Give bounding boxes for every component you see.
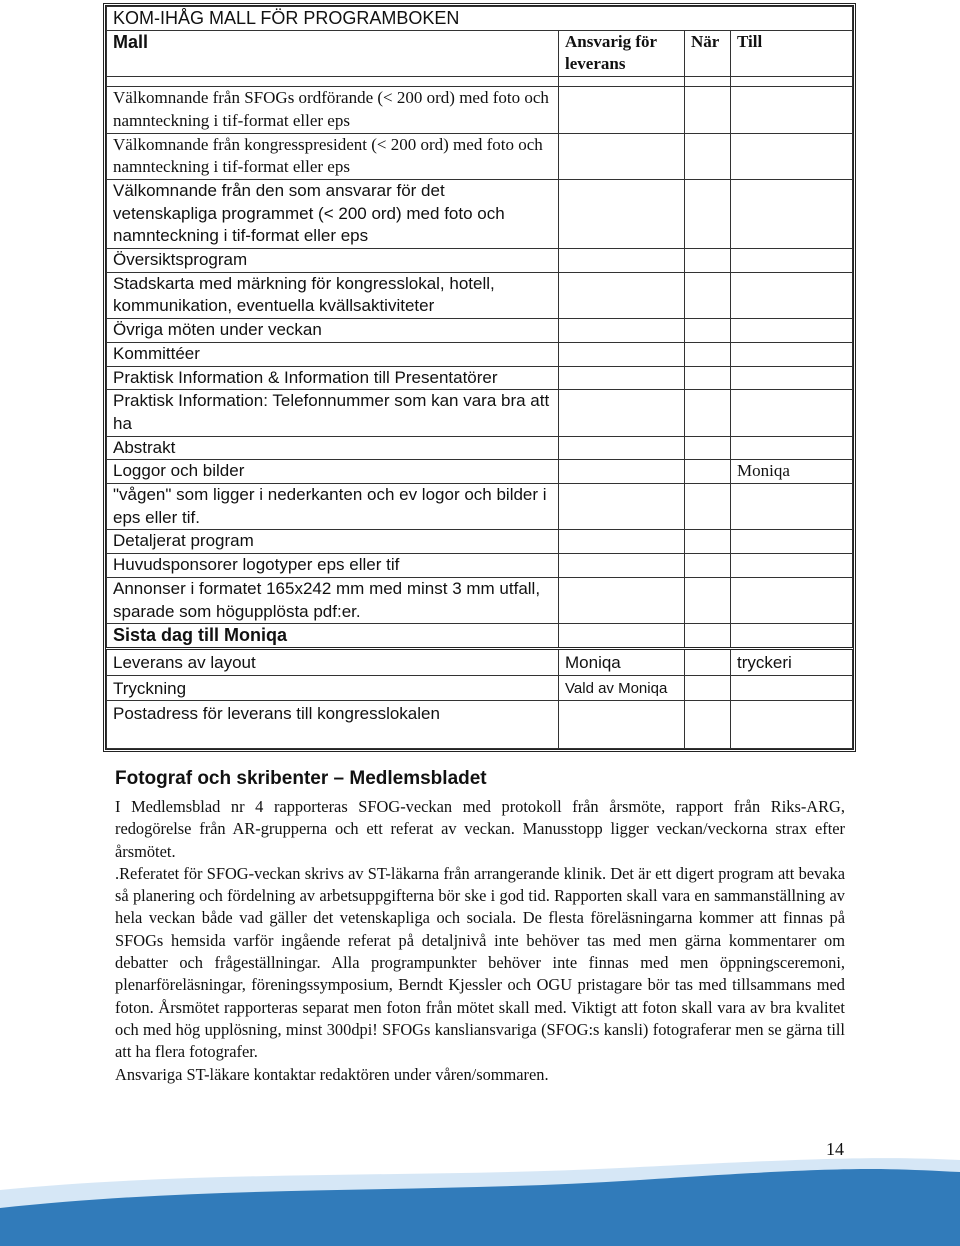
empty-cell — [559, 530, 685, 554]
empty-cell — [559, 390, 685, 436]
empty-cell — [685, 554, 731, 578]
empty-cell — [685, 530, 731, 554]
mall-item: Övriga möten under veckan — [107, 319, 559, 343]
cell-mall: Leverans av layout — [107, 648, 559, 675]
empty-cell — [731, 179, 853, 248]
table-row — [107, 179, 853, 248]
table-row — [107, 436, 853, 460]
cell-nar — [685, 648, 731, 675]
empty-cell — [731, 87, 853, 133]
empty-cell — [685, 87, 731, 133]
empty-cell — [559, 133, 685, 179]
table-title: KOM-IHÅG MALL FÖR PROGRAMBOKEN — [107, 7, 853, 31]
photographer-section — [115, 768, 845, 1086]
mall-item: Välkomnande från kongresspresident (< 200 ord) med foto och namnteckning i tif-format eller eps — [107, 133, 559, 179]
empty-cell — [731, 436, 853, 460]
table-row — [107, 701, 853, 749]
empty-cell — [559, 436, 685, 460]
empty-cell — [559, 554, 685, 578]
checklist-table-frame — [103, 3, 856, 752]
cell-till: tryckeri — [731, 648, 853, 675]
cell-nar — [685, 675, 731, 701]
mall-item: Huvudsponsorer logotyper eps eller tif — [107, 554, 559, 578]
recipient-moniqa: Moniqa — [731, 460, 853, 484]
table-row — [107, 319, 853, 343]
table-row — [107, 87, 853, 133]
empty-cell — [559, 342, 685, 366]
empty-cell — [731, 484, 853, 530]
empty-cell — [685, 179, 731, 248]
table-row — [107, 460, 853, 484]
empty-cell — [685, 366, 731, 390]
mall-item: Praktisk Information: Telefonnummer som kan vara bra att ha — [107, 390, 559, 436]
empty-cell — [559, 249, 685, 273]
empty-cell — [731, 272, 853, 318]
header-till: Till — [731, 30, 853, 76]
mall-item: Välkomnande från den som ansvarar för det vetenskapliga programmet (< 200 ord) med foto och namnteckning i tif-format eller eps — [107, 179, 559, 248]
empty-cell — [731, 530, 853, 554]
empty-cell — [685, 133, 731, 179]
deadline-row — [107, 624, 853, 649]
empty-cell — [685, 460, 731, 484]
empty-cell — [731, 319, 853, 343]
empty-cell — [731, 554, 853, 578]
empty-cell — [685, 577, 731, 623]
table-title-row — [107, 7, 853, 31]
header-nar: När — [685, 30, 731, 76]
empty-cell — [685, 624, 731, 649]
empty-cell — [559, 484, 685, 530]
empty-cell — [685, 484, 731, 530]
cell-ansvarig: Moniqa — [559, 648, 685, 675]
cell-ansvarig: Vald av Moniqa — [559, 675, 685, 701]
mall-item: Annonser i formatet 165x242 mm med minst 3 mm utfall, sparade som högupplösta pdf:er. — [107, 577, 559, 623]
deadline-label: Sista dag till Moniqa — [107, 624, 559, 649]
table-row — [107, 342, 853, 366]
table-header-row — [107, 30, 853, 76]
empty-cell — [685, 319, 731, 343]
mall-item: Abstrakt — [107, 436, 559, 460]
empty-cell — [731, 366, 853, 390]
footer-wave-decoration — [0, 1150, 960, 1246]
mall-item: Kommittéer — [107, 342, 559, 366]
empty-cell — [731, 249, 853, 273]
checklist-table — [106, 6, 853, 749]
section-heading: Fotograf och skribenter – Medlemsbladet — [115, 768, 487, 789]
mall-item: "vågen" som ligger i nederkanten och ev logor och bilder i eps eller tif. — [107, 484, 559, 530]
header-ansvarig: Ansvarig för leverans — [559, 30, 685, 76]
empty-cell — [685, 436, 731, 460]
cell-till — [731, 675, 853, 701]
spacer-row — [107, 77, 853, 87]
table-row — [107, 530, 853, 554]
empty-cell — [731, 624, 853, 649]
empty-cell — [559, 624, 685, 649]
empty-cell — [731, 133, 853, 179]
section-paragraph-2: .Referatet för SFOG-veckan skrivs av ST-läkarna från arrangerande klinik. Det är ett digert program att bevaka så planering och fördelning av arbetsuppgifterna bör ske i god tid. Rapporten skall vara en sammanställning av hela veckan både vad gäller det vetenskapliga och sociala. De flesta föreläsningarna kommer att finnas på SFOGs hemsida varför ingående referat på detaljnivå inte behöver tas med men gärna kommentarer om debatter och frågeställningar. Alla programpunkter behöver inte finnas med men öppningsceremoni, plenarföreläsningar, föreningssymposium, Berndt Kjessler och OGU pristagare bör tas med tillsammans med foton. Årsmötet rapporteras separat men foton från mötet skall med. Viktigt att foton skall vara av bra kvalitet och med hög upplösning, minst 300dpi! SFOGs kansliansvariga (SFOG:s kansli) fotograferar men se gärna till att ha flera fotografer. — [115, 863, 845, 1062]
section-paragraph-3: Ansvariga ST-läkare kontaktar redaktören under våren/sommaren. — [115, 1064, 549, 1084]
table-row — [107, 272, 853, 318]
cell-ansvarig — [559, 701, 685, 749]
table-row — [107, 249, 853, 273]
empty-cell — [559, 366, 685, 390]
section-paragraph-1: I Medlemsblad nr 4 rapporteras SFOG-veckan med protokoll från årsmöte, rapport från Riks-ARG, redogörelse från AR-grupperna och ett referat av veckan. Manusstopp ligger veckan/veckorna strax efter årsmötet. — [115, 797, 845, 861]
table-row — [107, 133, 853, 179]
empty-cell — [559, 272, 685, 318]
empty-cell — [731, 390, 853, 436]
empty-cell — [731, 577, 853, 623]
table-row — [107, 648, 853, 675]
cell-till — [731, 701, 853, 749]
empty-cell — [685, 390, 731, 436]
cell-mall: Postadress för leverans till kongresslokalen — [107, 701, 559, 749]
table-row — [107, 390, 853, 436]
empty-cell — [685, 272, 731, 318]
page-number: 14 — [826, 1139, 844, 1159]
table-row — [107, 675, 853, 701]
table-row — [107, 577, 853, 623]
table-row — [107, 484, 853, 530]
empty-cell — [731, 342, 853, 366]
empty-cell — [685, 342, 731, 366]
mall-item: Praktisk Information & Information till Presentatörer — [107, 366, 559, 390]
empty-cell — [559, 179, 685, 248]
cell-mall: Tryckning — [107, 675, 559, 701]
empty-cell — [559, 319, 685, 343]
mall-item: Detaljerat program — [107, 530, 559, 554]
mall-item: Översiktsprogram — [107, 249, 559, 273]
empty-cell — [685, 249, 731, 273]
header-mall: Mall — [107, 30, 559, 76]
mall-item: Stadskarta med märkning för kongresslokal, hotell, kommunikation, eventuella kvällsaktiviteter — [107, 272, 559, 318]
empty-cell — [559, 460, 685, 484]
cell-nar — [685, 701, 731, 749]
empty-cell — [559, 577, 685, 623]
table-row — [107, 554, 853, 578]
table-row — [107, 366, 853, 390]
mall-item: Välkomnande från SFOGs ordförande (< 200 ord) med foto och namnteckning i tif-format eller eps — [107, 87, 559, 133]
mall-item: Loggor och bilder — [107, 460, 559, 484]
empty-cell — [559, 87, 685, 133]
